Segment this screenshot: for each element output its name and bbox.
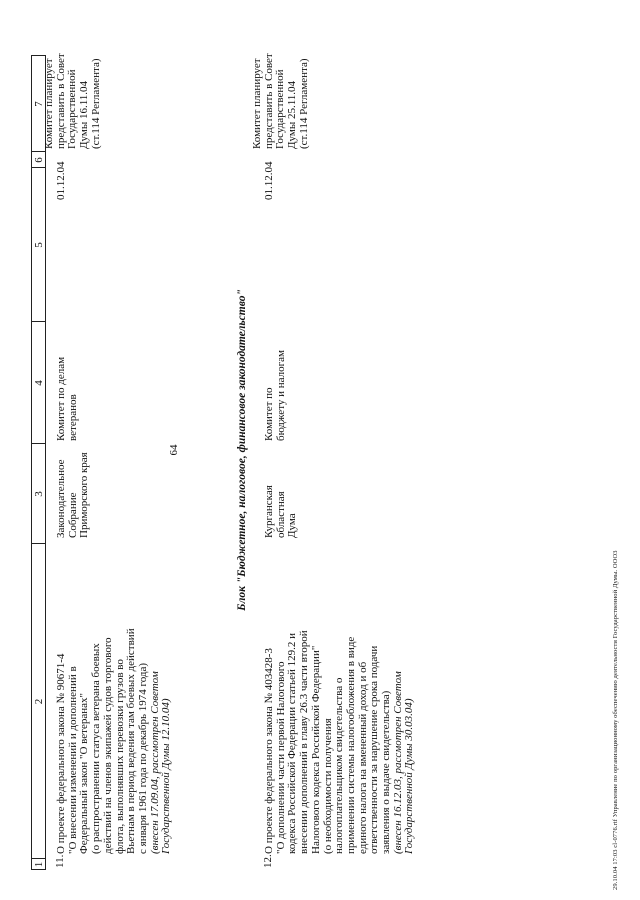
header-top-line	[31, 55, 32, 870]
bill-line: Налогового кодекса Российской Федерации"	[309, 645, 322, 854]
bill-line: (о необходимости получения	[321, 718, 334, 854]
header-col-7: 7	[33, 101, 45, 107]
bill-line: единого налога на вмененный доход и об	[356, 661, 369, 854]
committee-line: ветеранов	[66, 394, 79, 441]
note-line: Государственной	[274, 69, 287, 149]
bill-line: Вьетнам в период ведения там боевых действий	[125, 628, 138, 854]
bill-line: с января 1961 года по декабрь 1974 года)	[136, 662, 149, 854]
note-line: (ст.114 Регламента)	[89, 58, 102, 149]
committee	[264, 323, 287, 441]
header-col-5: 5	[33, 242, 45, 248]
committee-line: Комитет по	[263, 387, 275, 441]
initiator	[264, 442, 299, 538]
initiator	[56, 442, 91, 538]
bill-line: "О дополнении части первой Налогового	[274, 661, 287, 854]
initiator-line: Собрание	[66, 492, 79, 538]
bill-line: флота, выполнявших перевозки грузов во	[113, 659, 126, 854]
page-footer: 29.10.04 17:03 cl-0776.rtf Управление по организационному обеспечению деятельности Государственной Думы. ООО3	[612, 550, 619, 890]
header-col-3: 3	[33, 491, 45, 497]
note-line: Комитет планирует	[251, 58, 263, 149]
header-col-1: 1	[33, 861, 45, 868]
initiator-line: Дума	[286, 513, 299, 538]
date-value: 01.12.04	[55, 161, 67, 200]
note-line: Комитет планирует	[43, 58, 55, 149]
bill-description	[264, 544, 416, 854]
bill-line: применении системы налогообложения в виде	[344, 636, 357, 854]
note-line: Думы 25.11.04	[286, 80, 299, 149]
bill-line: Федеральный закон "О ветеранах"	[78, 693, 91, 854]
bill-line: О проекте федерального закона № 90671-4	[55, 653, 67, 854]
bill-status-line: Государственной Думы 12.10.04)	[160, 698, 173, 854]
committee-line: Комитет по делам	[55, 356, 67, 441]
note	[44, 53, 103, 149]
note-line: (ст.114 Регламента)	[297, 58, 310, 149]
page-number: 64	[168, 444, 180, 456]
bill-status-line: (внесен 16.12.03, рассмотрен Советом	[391, 671, 404, 854]
header-col-4: 4	[33, 380, 45, 386]
bill-line: О проекте федерального закона № 403428-3	[263, 648, 275, 854]
header-col-6: 6	[33, 157, 45, 163]
header-bottom-line	[45, 55, 46, 870]
bill-line: заявления о выдаче свидетельства)	[380, 690, 393, 854]
note-line: Государственной	[66, 69, 79, 149]
note-line: Думы 16.11.04	[78, 80, 91, 149]
header-col-2: 2	[33, 698, 45, 705]
initiator-line: Приморского края	[78, 452, 91, 538]
bill-line: действий на членов экипажей судов торгового	[101, 637, 114, 854]
note	[252, 53, 311, 149]
bill-line: "О внесении изменений и дополнений в	[66, 666, 79, 854]
note-line: представить в Совет	[54, 53, 67, 149]
bill-line: налогоплательщиком свидетельства о	[333, 677, 346, 854]
initiator-line: Курганская областная	[263, 485, 287, 538]
section-title: Блок "Бюджетное, налоговое, финансовое законодательство"	[236, 289, 248, 611]
bill-line: ответственности за нарушение срока подачи	[368, 645, 381, 854]
row-number: 11.	[54, 854, 66, 868]
bill-line: кодекса Российской Федерации статьей 129.2 и	[286, 633, 299, 854]
bill-status-line: (внесен 17.09.04, рассмотрен Советом	[148, 671, 161, 854]
date-value: 01.12.04	[263, 161, 275, 200]
bill-line: внесении дополнений в главу 26.3 части второй	[298, 630, 311, 854]
bill-line: (о распространении статуса ветерана боевых	[90, 643, 103, 854]
initiator-line: Законодательное	[55, 459, 67, 538]
committee	[56, 323, 79, 441]
committee-line: бюджету и налогам	[274, 350, 287, 441]
bill-status-line: Государственной Думы 30.03.04)	[403, 698, 416, 854]
row-number: 12.	[262, 854, 274, 868]
bill-description	[56, 544, 173, 854]
note-line: представить в Совет	[262, 53, 275, 149]
